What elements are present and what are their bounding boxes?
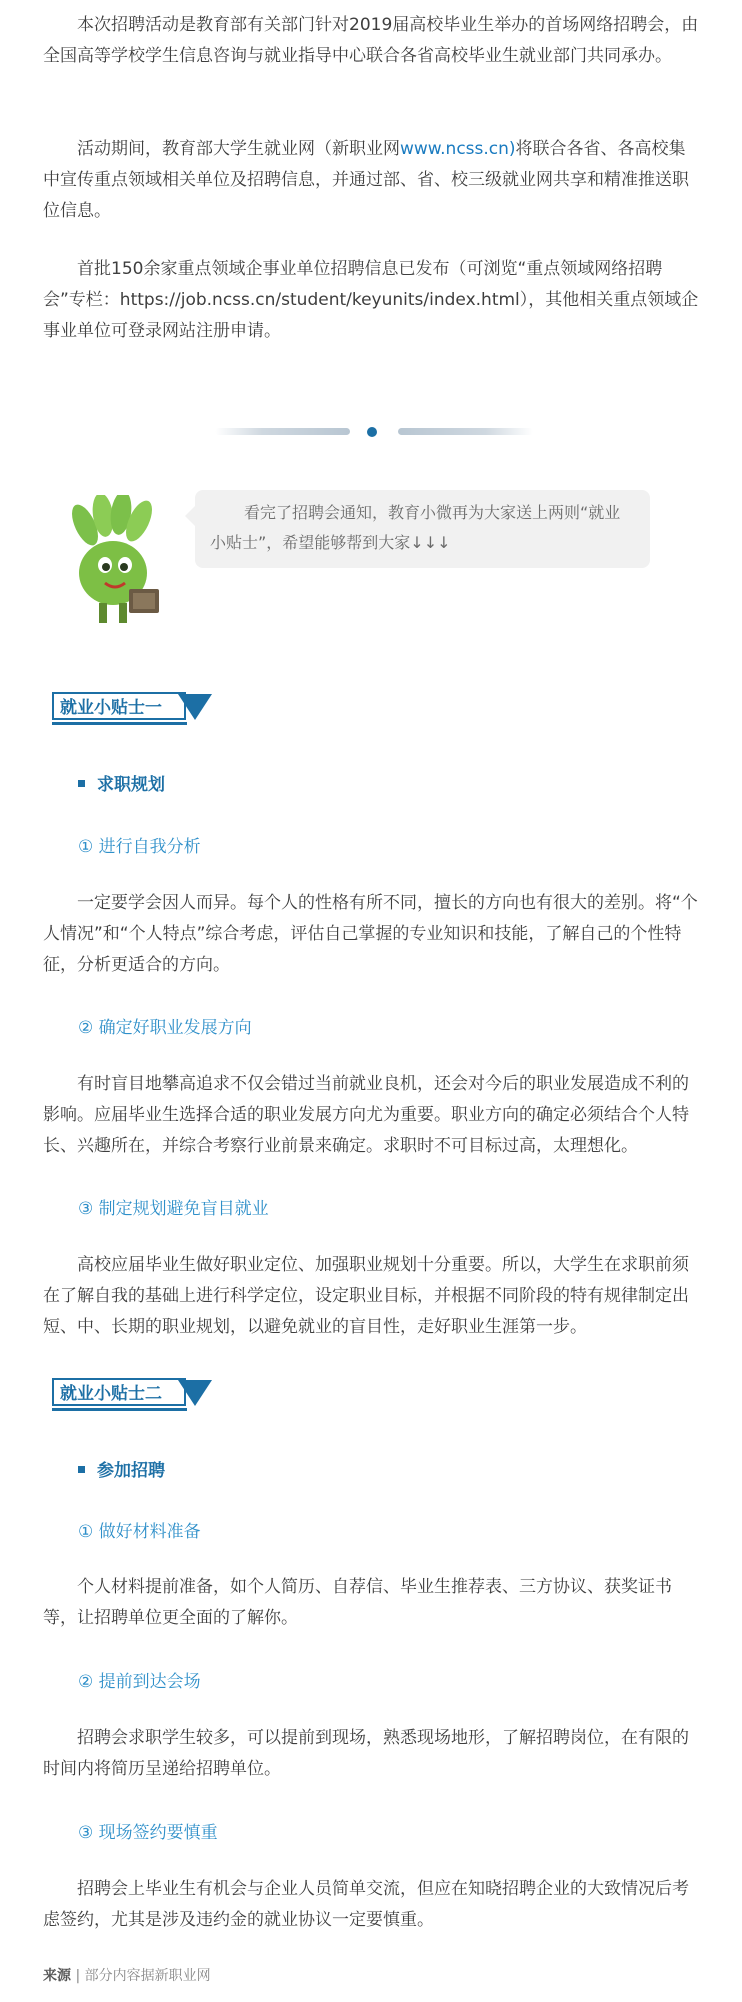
tip2-step1-heading: ① 做好材料准备 — [78, 1522, 201, 1542]
source-separator: | — [75, 1968, 81, 1984]
source-label: 来源 — [43, 1968, 71, 1984]
radish-mascot-icon — [55, 495, 185, 635]
ncss-link[interactable]: www.ncss.cn) — [400, 139, 516, 159]
tip1-step2-text: 有时盲目地攀高追求不仅会错过当前就业良机，还会对今后的职业发展造成不利的影响。应届毕业生选择合适的职业发展方向尤为重要。职业方向的确定必须结合个人特长、兴趣所在，并综合考察行业前景来确定。求职时不可目标过高，太理想化。 — [43, 1074, 689, 1156]
tip2-triangle-icon — [178, 1380, 212, 1406]
source-text: 部分内容据新职业网 — [84, 1968, 211, 1984]
divider-dot — [367, 427, 377, 437]
tip2-step2-heading: ② 提前到达会场 — [78, 1672, 201, 1692]
divider-bar-right — [398, 428, 533, 435]
intro-p2-before: 活动期间，教育部大学生就业网（新职业网 — [77, 139, 400, 159]
source-line — [43, 1965, 211, 1985]
tip2-section-label: 参加招聘 — [97, 1461, 165, 1481]
tip1-title: 就业小贴士一 — [52, 692, 186, 720]
divider-bar-left — [215, 428, 350, 435]
tip1-step2-heading: ② 确定好职业发展方向 — [78, 1018, 252, 1038]
intro-paragraph-1: 本次招聘活动是教育部有关部门针对2019届高校毕业生举办的首场网络招聘会，由全国高等学校学生信息咨询与就业指导中心联合各省高校毕业生就业部门共同承办。 — [43, 15, 699, 66]
intro-p2-after: 将联合各省、各高校集中宣传重点领域相关单位及招聘信息，并通过部、省、校三级就业网共享和精准推送职位信息。 — [43, 139, 689, 221]
tip1-header — [52, 692, 212, 726]
speech-bubble — [195, 490, 650, 568]
tip2-step1-text: 个人材料提前准备，如个人简历、自荐信、毕业生推荐表、三方协议、获奖证书等，让招聘单位更全面的了解你。 — [43, 1577, 672, 1628]
tip1-step3-heading: ③ 制定规划避免盲目就业 — [78, 1199, 269, 1219]
tip2-underline — [52, 1408, 187, 1411]
square-bullet-icon — [78, 1466, 85, 1473]
tip2-step3-heading: ③ 现场签约要慎重 — [78, 1823, 218, 1843]
tip1-step1-text: 一定要学会因人而异。每个人的性格有所不同，擅长的方向也有很大的差别。将“个人情况”和“个人特点”综合考虑，评估自己掌握的专业知识和技能，了解自己的个性特征，分析更适合的方向。 — [43, 893, 698, 975]
tip2-step2-text: 招聘会求职学生较多，可以提前到现场，熟悉现场地形，了解招聘岗位，在有限的时间内将简历呈递给招聘单位。 — [43, 1728, 689, 1779]
tip1-triangle-icon — [178, 694, 212, 720]
bubble-text: 看完了招聘会通知，教育小微再为大家送上两则“就业小贴士”，希望能够帮到大家↓↓↓ — [210, 503, 621, 552]
tip1-underline — [52, 722, 187, 725]
tip2-step3-text: 招聘会上毕业生有机会与企业人员简单交流，但应在知晓招聘企业的大致情况后考虑签约，尤其是涉及违约金的就业协议一定要慎重。 — [43, 1879, 689, 1930]
tip2-title: 就业小贴士二 — [52, 1378, 186, 1406]
tip1-section-heading — [78, 770, 165, 795]
square-bullet-icon — [78, 780, 85, 787]
tip1-step1-heading: ① 进行自我分析 — [78, 837, 201, 857]
intro-paragraph-2 — [43, 134, 699, 227]
tip1-step3-text: 高校应届毕业生做好职业定位、加强职业规划十分重要。所以，大学生在求职前须在了解自我的基础上进行科学定位，设定职业目标，并根据不同阶段的特有规律制定出短、中、长期的职业规划，以避免就业的盲目性，走好职业生涯第一步。 — [43, 1255, 689, 1337]
tip2-header — [52, 1378, 212, 1412]
tip1-section-label: 求职规划 — [97, 775, 165, 795]
intro-paragraph-3: 首批150余家重点领域企事业单位招聘信息已发布（可浏览“重点领域网络招聘会”专栏：https://job.ncss.cn/student/keyunits/index.html），其他相关重点领域企事业单位可登录网站注册申请。 — [43, 259, 699, 341]
tip2-section-heading — [78, 1456, 165, 1481]
